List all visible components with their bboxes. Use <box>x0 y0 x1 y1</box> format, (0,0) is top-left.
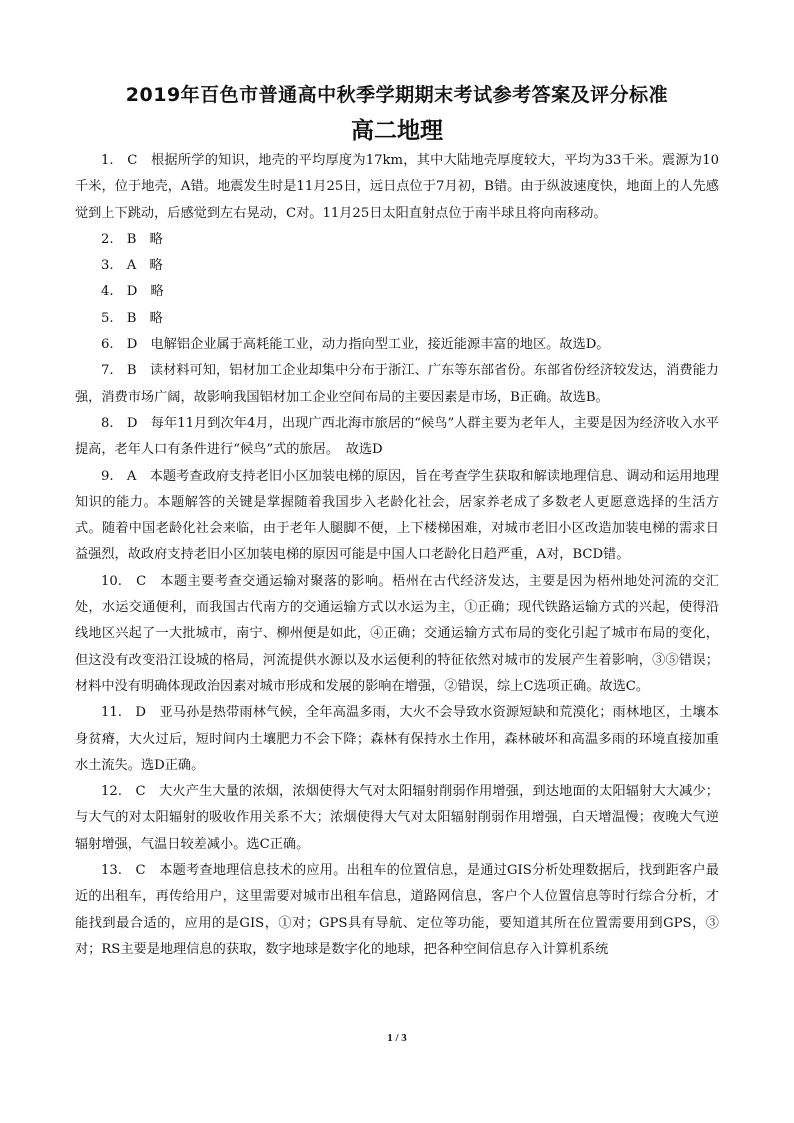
page-title: 2019年百色市普通高中秋季学期期末考试参考答案及评分标准 <box>125 84 669 106</box>
answer-item-13: 13. C 本题考查地理信息技术的应用。出租车的位置信息，是通过GIS分析处理数据后，找到距客户最近的出租车，再传给用户，这里需要对城市出租车信息，道路网信息，客户个人位置信息等时行综合分析，才能找到最合适的，应用的是GIS，①对；GPS具有导航、定位等功能，要知道其所在位置需要用到GPS，③对；RS主要是地理信息的获取，数字地球是数字化的地球，把各种空间信息存入计算机系统 <box>75 863 719 957</box>
answer-list <box>75 148 719 963</box>
page-subtitle: 高二地理 <box>351 118 443 144</box>
answer-item-12: 12. C 大火产生大量的浓烟，浓烟使得大气对太阳辐射削弱作用增强，到达地面的太阳辐射大大减少；与大气的对太阳辐射的吸收作用关系不大；浓烟使得大气对太阳辐射削弱作用增强，白天增温慢；夜晚大气逆辐射增强，气温日较差减小。选C正确。 <box>75 784 719 852</box>
page-number: 1 / 3 <box>387 1032 407 1044</box>
answer-item-11: 11. D 亚马孙是热带雨林气候，全年高温多雨，大火不会导致水资源短缺和荒漠化；雨林地区，土壤本身贫瘠，大火过后，短时间内土壤肥力不会下降；森林有保持水土作用，森林破坏和高温多雨的环境直接加重水土流失。选D正确。 <box>75 705 719 773</box>
answer-item-3: 3. A 略 <box>101 258 163 274</box>
answer-item-8: 8. D 每年11月到次年4月，出现广西北海市旅居的“候鸟”人群主要为老年人，主要是因为经济收入水平提高，老年人口有条件进行“候鸟”式的旅居。 故选D <box>75 415 719 458</box>
answer-item-9: 9. A 本题考查政府支持老旧小区加装电梯的原因，旨在考查学生获取和解读地理信息、调动和运用地理知识的能力。本题解答的关键是掌握随着我国步入老龄化社会，居家养老成了多数老人更愿意选择的生活方式。随着中国老龄化社会来临，由于老年人腿脚不便，上下楼梯困难，对城市老旧小区改造加装电梯的需求日益强烈，故政府支持老旧小区加装电梯的原因可能是中国人口老龄化日趋严重，A对，BCD错。 <box>75 468 719 563</box>
answer-item-10: 10. C 本题主要考查交通运输对聚落的影响。梧州在古代经济发达，主要是因为梧州地处河流的交汇处，水运交通便利，而我国古代南方的交通运输方式以水运为主，①正确；现代铁路运输方式的兴起，使得沿线地区兴起了一大批城市，南宁、柳州便是如此，④正确；交通运输方式布局的变化引起了城市布局的变化，但这没有改变沿江设城的格局，河流提供水源以及水运便利的特征依然对城市的发展产生着影响，③⑤错误；材料中没有明确体现政治因素对城市形成和发展的影响在增强，②错误，综上C选项正确。故选C。 <box>75 573 719 694</box>
answer-item-2: 2. B 略 <box>101 231 163 247</box>
answer-item-1: 1. C 根据所学的知识，地壳的平均厚度为17km，其中大陆地壳厚度较大，平均为33千米。震源为10千米，位于地壳，A错。地震发生时是11月25日，远日点位于7月初，B错。由于纵波速度快，地面上的人先感觉到上下跳动，后感觉到左右晃动，C对。11月25日太阳直射点位于南半球且将向南移动。 <box>75 153 719 221</box>
answer-item-4: 4. D 略 <box>101 284 164 300</box>
answer-item-5: 5. B 略 <box>101 310 163 326</box>
answer-item-7: 7. B 读材料可知，铝材加工企业却集中分布于浙江、广东等东部省份。东部省份经济较发达，消费能力强，消费市场广阔，故影响我国铝材加工企业空间布局的主要因素是市场，B正确。故选B。 <box>75 363 719 405</box>
answer-item-6: 6. D 电解铝企业属于高耗能工业，动力指向型工业，接近能源丰富的地区。故选D。 <box>101 337 610 353</box>
